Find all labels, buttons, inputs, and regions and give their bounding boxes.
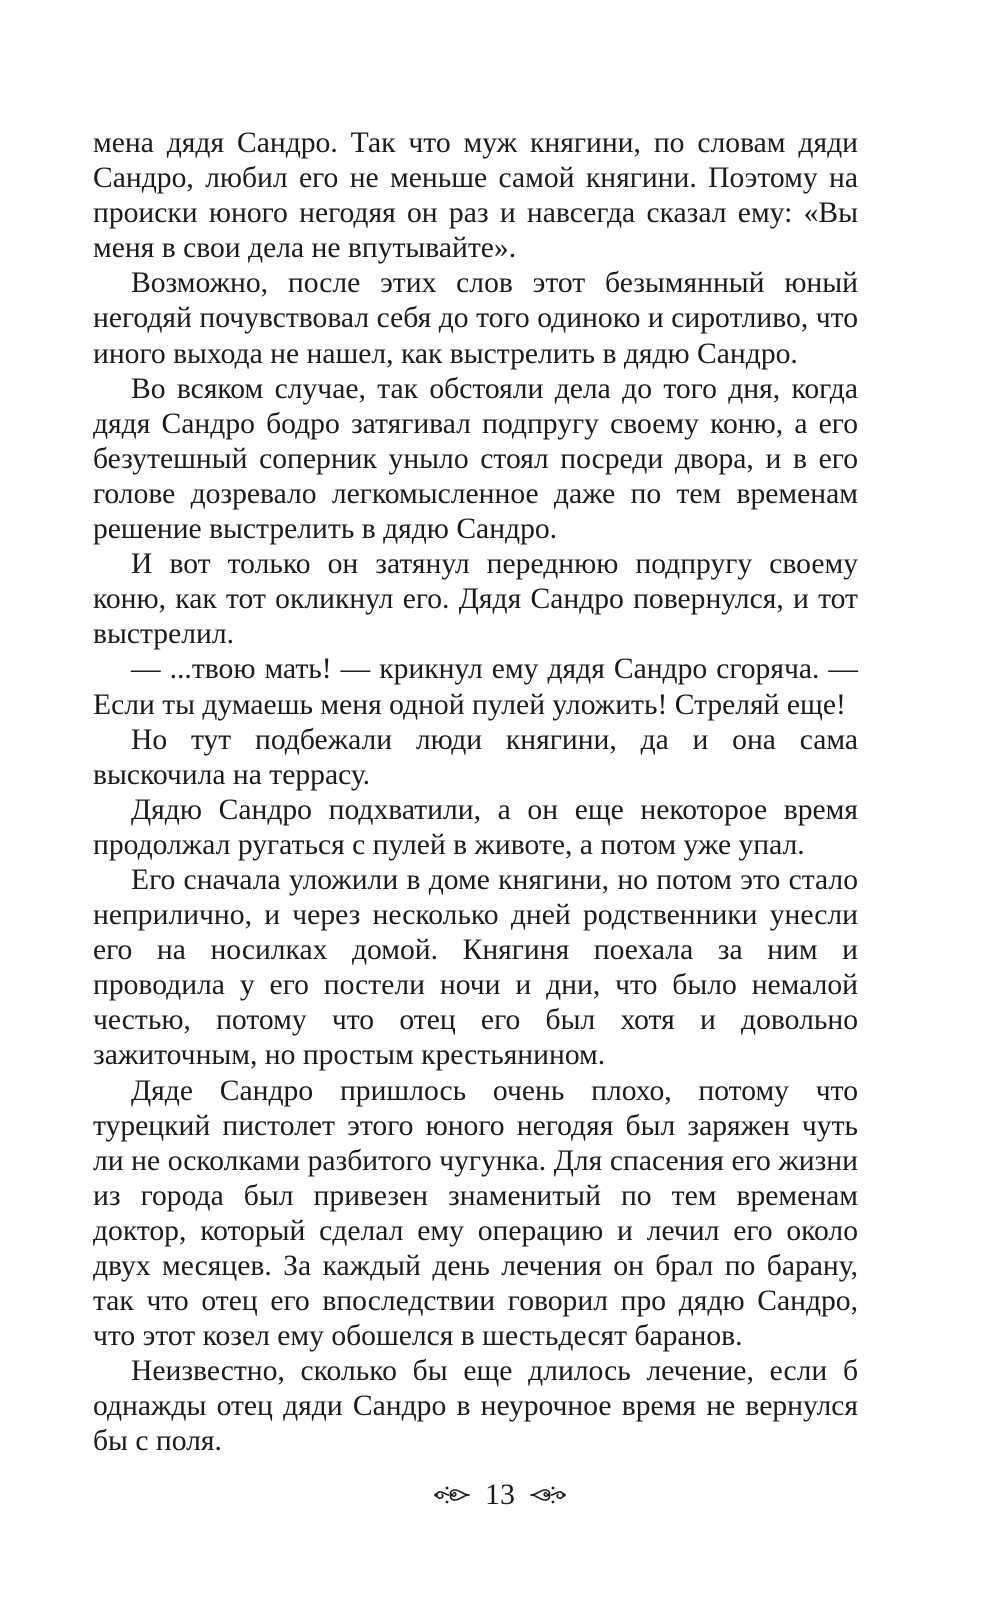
paragraph: Возможно, после этих слов этот безымянный юный негодяй почувствовал себя до того одиноко и сиротливо, что иного выхода не нашел, как выстрелить в дядю Сандро. (93, 267, 858, 370)
paragraph: Его сначала уложили в доме княгини, но потом это стало неприлично, и через несколько дней родственники унесли его на носилках домой. Княгиня поехала за ним и проводила у его постели ночи и дни, что было немалой честью, потому что отец его был хотя и довольно зажиточным, но простым крестьянином. (93, 863, 858, 1072)
paragraph: Дяде Сандро пришлось очень плохо, потому что турецкий пистолет этого юного негодяя был заряжен чуть ли не осколками разбитого чугунка. Для спасения его жизни из города был привезен знаменитый по тем временам доктор, который сделал ему операцию и лечил его около двух месяцев. За каждый день лечения он брал по барану, так что отец его впоследствии говорил про дядю Сандро, что этот козел ему обошелся в шестьдесят баранов. (93, 1074, 858, 1353)
paragraph: — ...твою мать! — крикнул ему дядя Сандро сгоряча. — Если ты думаешь меня одной пулей уложить! Стреляй еще! (93, 653, 858, 721)
page-number: 13 (485, 1478, 515, 1511)
paragraph: Во всяком случае, так обстояли дела до того дня, когда дядя Сандро бодро затягивал подпругу своему коню, а его безутешный соперник уныло стоял посреди двора, и в его голове дозревало легкомысленное даже по тем временам решение выстрелить в дядю Сандро. (93, 372, 858, 546)
paragraph: мена дядя Сандро. Так что муж княгини, по словам дяди Сандро, любил его не меньше самой княгини. Поэтому на происки юного негодяя он раз и навсегда сказал ему: «Вы меня в свои дела не впутывайте». (93, 127, 858, 265)
paragraph: Но тут подбежали люди княгини, да и она сама выскочила на террасу. (93, 723, 858, 791)
paragraph: Неизвестно, сколько бы еще длилось лечение, если б однажды отец дяди Сандро в неурочное время не вернулся бы с поля. (93, 1355, 858, 1458)
fleuron-right-icon (529, 1484, 567, 1506)
page-footer (0, 1470, 1000, 1520)
body-text (93, 126, 858, 1460)
fleuron-left-icon (433, 1484, 471, 1506)
paragraph: Дядю Сандро подхватили, а он еще некоторое время продолжал ругаться с пулей в животе, а потом уже упал. (93, 793, 858, 861)
paragraph: И вот только он затянул переднюю подпругу своему коню, как тот окликнул его. Дядя Сандро повернулся, и тот выстрелил. (93, 548, 858, 651)
